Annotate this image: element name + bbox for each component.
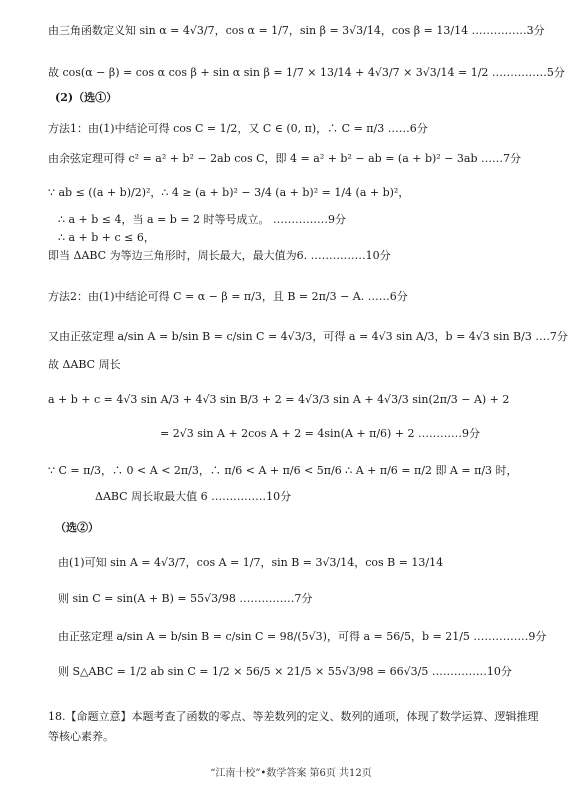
line-cos-difference: 故 cos(α − β) = cos α cos β + sin α sin β = 1/7 × 13/14 + 4√3/7 × 3√3/14 = 1/2 ……………5分 xyxy=(48,66,565,79)
page-footer: “江南十校”•数学答案 第6页 共12页 xyxy=(210,768,372,779)
line-method1-c: 方法1：由(1)中结论可得 cos C = 1/2，又 C ∈ (0, π)，∴ C = π/3 ……6分 xyxy=(48,122,428,135)
line-a-plus-b: ∴ a + b ≤ 4，当 a = b = 2 时等号成立。 ……………9分 xyxy=(58,213,347,226)
line-area: 则 S△ABC = 1/2 ab sin C = 1/2 × 56/5 × 21/5 × 55√3/98 = 66√3/5 ……………10分 xyxy=(58,665,512,678)
line-perimeter-bound: ∴ a + b + c ≤ 6， xyxy=(58,231,155,244)
line-equilateral-conclusion: 即当 ΔABC 为等边三角形时，周长最大，最大值为6. ……………10分 xyxy=(48,249,391,262)
line-sin-cos-definitions: 由三角函数定义知 sin α = 4√3/7，cos α = 1/7，sin β = 3√3/14，cos β = 13/14 ……………3分 xyxy=(48,24,545,37)
line-ab-inequality: ∵ ab ≤ ((a + b)/2)²，∴ 4 ≥ (a + b)² − 3/4 (a + b)² = 1/4 (a + b)²， xyxy=(48,186,410,199)
line-part2-choice1: (2)（选①） xyxy=(55,91,118,104)
line-perimeter-simplified: = 2√3 sin A + 2cos A + 2 = 4sin(A + π/6) + 2 …………9分 xyxy=(160,427,481,440)
line-perimeter-expression: a + b + c = 4√3 sin A/3 + 4√3 sin B/3 + 2 = 4√3/3 sin A + 4√3/3 sin(2π/3 − A) + 2 xyxy=(48,393,510,406)
line-cosine-law: 由余弦定理可得 c² = a² + b² − 2ab cos C，即 4 = a² + b² − ab = (a + b)² − 3ab ……7分 xyxy=(48,152,522,165)
line-angle-range: ∵ C = π/3，∴ 0 < A < 2π/3，∴ π/6 < A + π/6 < 5π/6 ∴ A + π/6 = π/2 即 A = π/3 时， xyxy=(48,464,518,477)
line-sin-c: 则 sin C = sin(A + B) = 55√3/98 ……………7分 xyxy=(58,592,313,605)
line-choice2-sine-law: 由正弦定理 a/sin A = b/sin B = c/sin C = 98/(5√3)，可得 a = 56/5，b = 21/5 ……………9分 xyxy=(58,630,547,643)
line-method2-c: 方法2：由(1)中结论可得 C = α − β = π/3，且 B = 2π/3 − A. ……6分 xyxy=(48,290,408,303)
line-perimeter-label: 故 ΔABC 周长 xyxy=(48,358,121,371)
line-choice2: （选②） xyxy=(55,521,99,534)
line-q18-intent: 18.【命题立意】本题考查了函数的零点、等差数列的定义、数列的通项，体现了数学运算、逻辑推理 xyxy=(48,710,539,723)
line-sine-law: 又由正弦定理 a/sin A = b/sin B = c/sin C = 4√3/3，可得 a = 4√3 sin A/3，b = 4√3 sin B/3 ….7分 xyxy=(48,330,568,343)
line-choice2-values: 由(1)可知 sin A = 4√3/7，cos A = 1/7，sin B = 3√3/14，cos B = 13/14 xyxy=(58,556,444,569)
line-max-perimeter: ΔABC 周长取最大值 6 ……………10分 xyxy=(95,490,292,503)
line-q18-intent-cont: 等核心素养。 xyxy=(48,730,114,743)
